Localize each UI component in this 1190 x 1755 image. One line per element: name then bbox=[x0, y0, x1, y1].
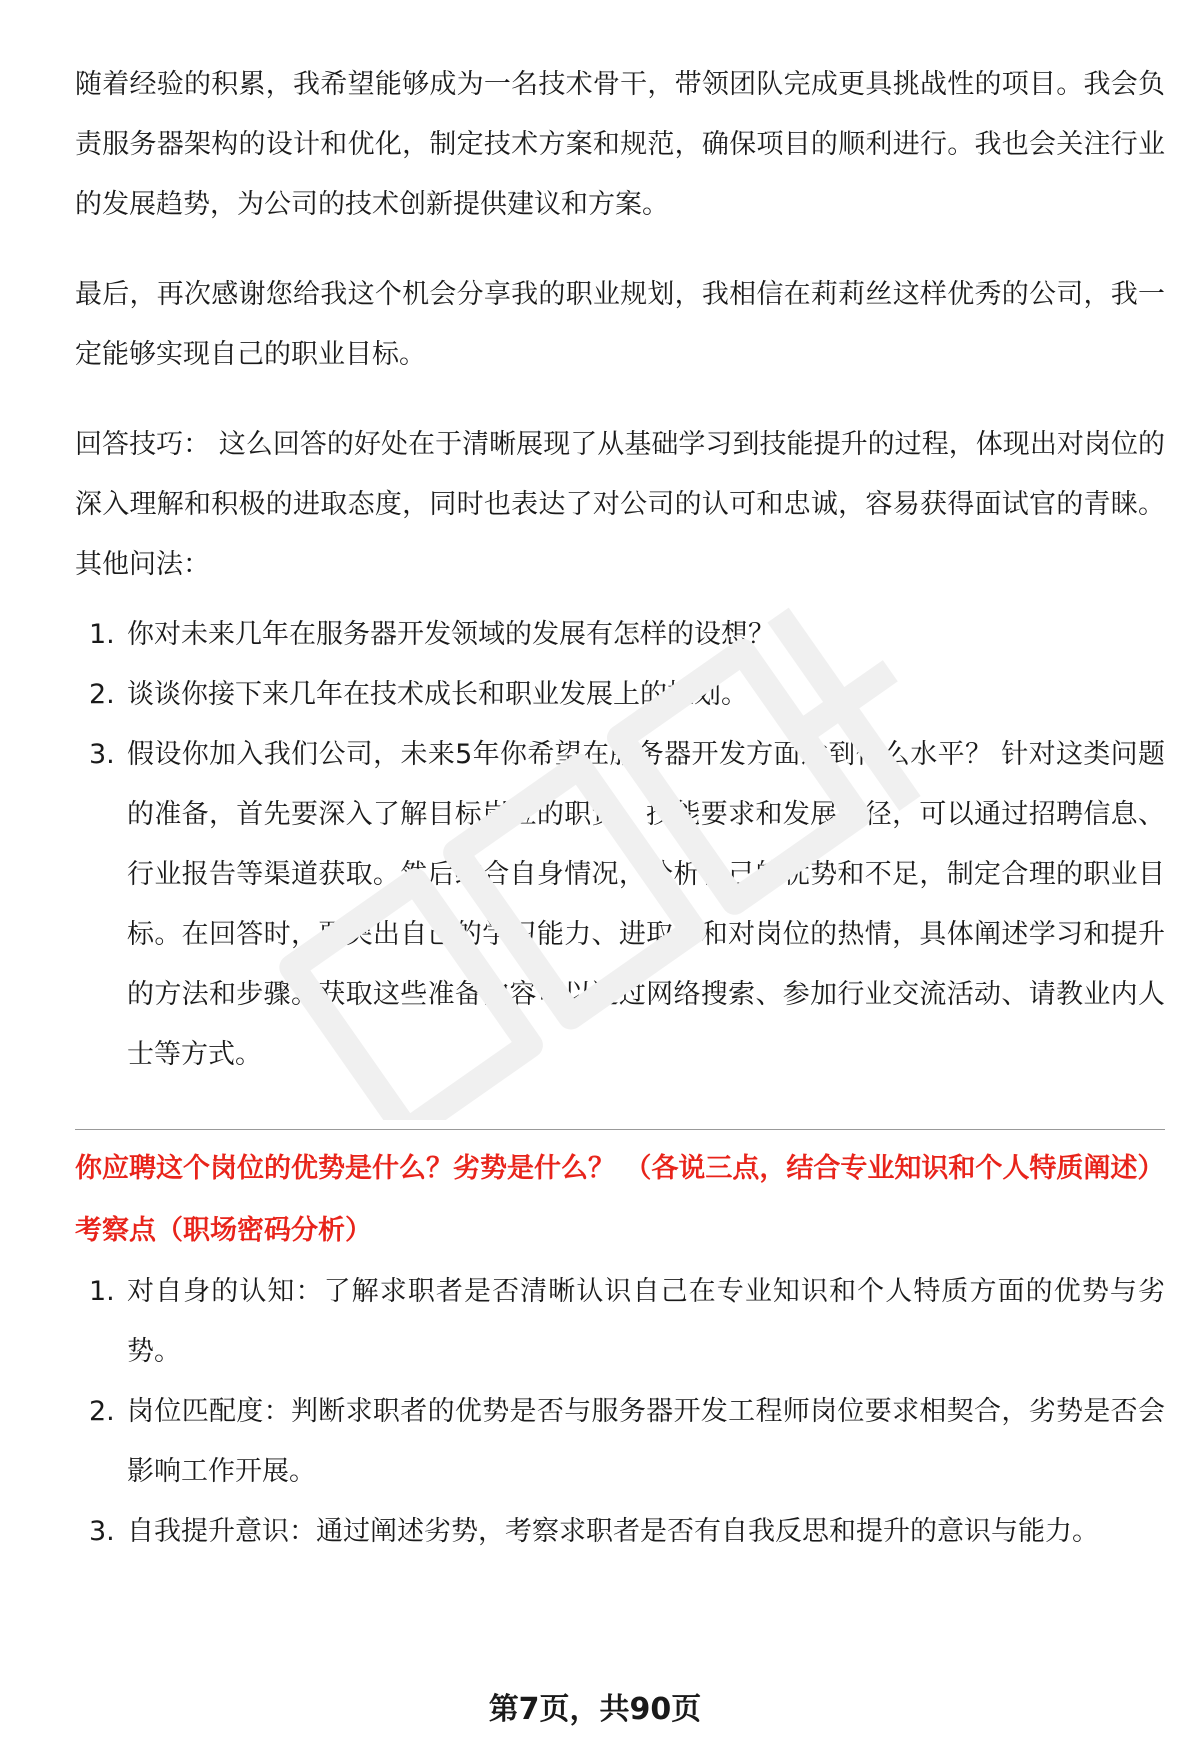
question-heading: 你应聘这个岗位的优势是什么？劣势是什么？ （各说三点，结合专业知识和个人特质阐述） bbox=[75, 1153, 1165, 1184]
list-item-number: 1. bbox=[89, 1276, 115, 1307]
list-item-text: 对自身的认知：了解求职者是否清晰认识自己在专业知识和个人特质方面的优势与劣势。 bbox=[127, 1276, 1165, 1367]
list-item-number: 1. bbox=[89, 619, 115, 650]
list-item-number: 3. bbox=[89, 1516, 115, 1547]
list-item bbox=[75, 1502, 1165, 1562]
list-item bbox=[75, 665, 1165, 725]
paragraph-career-growth: 随着经验的积累，我希望能够成为一名技术骨干，带领团队完成更具挑战性的项目。我会负责服务器架构的设计和优化，制定技术方案和规范，确保项目的顺利进行。我也会关注行业的发展趋势，为公司的技术创新提供建议和方案。 bbox=[75, 69, 1165, 220]
page-number-footer: 第7页，共90页 bbox=[488, 1692, 702, 1727]
other-questions-list bbox=[75, 605, 1165, 1085]
list-item-text: 岗位匹配度：判断求职者的优势是否与服务器开发工程师岗位要求相契合，劣势是否会影响工作开展。 bbox=[127, 1396, 1165, 1487]
list-item bbox=[75, 605, 1165, 665]
assessment-points-list bbox=[75, 1262, 1165, 1562]
list-item-number: 2. bbox=[89, 1396, 115, 1427]
paragraph-answer-tips: 回答技巧： 这么回答的好处在于清晰展现了从基础学习到技能提升的过程，体现出对岗位的深入理解和积极的进取态度，同时也表达了对公司的认可和忠诚，容易获得面试官的青睐。 其他问法： bbox=[75, 429, 1165, 580]
document-page bbox=[75, 55, 1165, 1562]
list-item-text: 自我提升意识：通过阐述劣势，考察求职者是否有自我反思和提升的意识与能力。 bbox=[127, 1516, 1099, 1547]
list-item bbox=[75, 1262, 1165, 1382]
list-item-text: 谈谈你接下来几年在技术成长和职业发展上的规划。 bbox=[127, 679, 748, 710]
list-item-number: 3. bbox=[89, 739, 115, 770]
section-divider bbox=[75, 1129, 1165, 1130]
list-item-number: 2. bbox=[89, 679, 115, 710]
list-item-text: 你对未来几年在服务器开发领域的发展有怎样的设想？ bbox=[127, 619, 775, 650]
assessment-subheading: 考察点（职场密码分析） bbox=[75, 1215, 372, 1246]
list-item bbox=[75, 1382, 1165, 1502]
paragraph-closing: 最后，再次感谢您给我这个机会分享我的职业规划，我相信在莉莉丝这样优秀的公司，我一定能够实现自己的职业目标。 bbox=[75, 279, 1165, 370]
list-item bbox=[75, 725, 1165, 1085]
list-item-text: 假设你加入我们公司，未来5年你希望在服务器开发方面达到什么水平？ 针对这类问题的准备，首先要深入了解目标岗位的职责、技能要求和发展路径，可以通过招聘信息、行业报告等渠道获取。然后结合自身情况，分析自己的优势和不足，制定合理的职业目标。在回答时，要突出自己的学习能力、进取心和对岗位的热情，具体阐述学习和提升的方法和步骤。获取这些准备内容可以通过网络搜索、参加行业交流活动、请教业内人士等方式。 bbox=[127, 739, 1165, 1070]
